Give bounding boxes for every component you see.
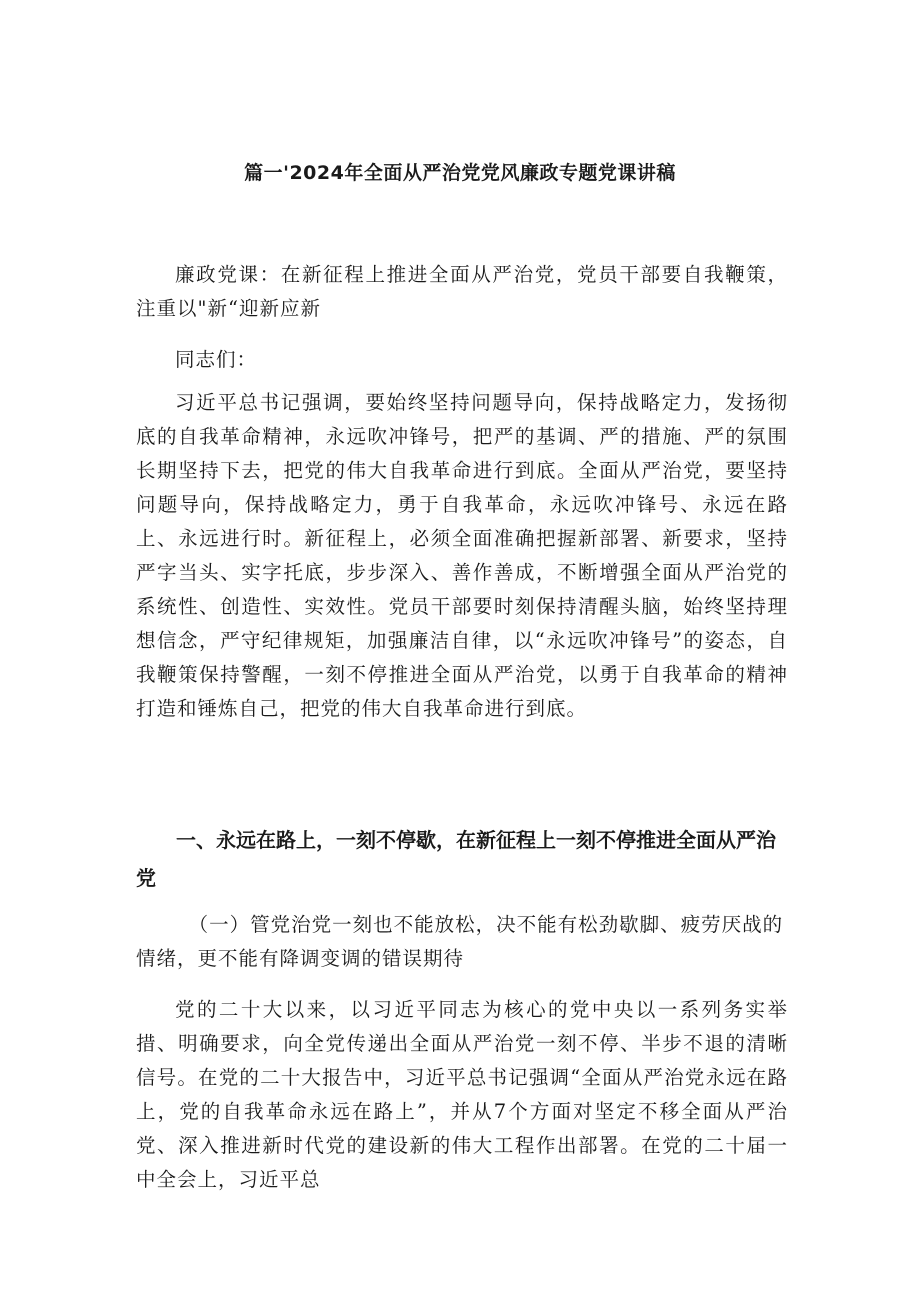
- section-heading-1: 一、永远在路上，一刻不停歇，在新征程上一刻不停推进全面从严治党: [136, 828, 776, 890]
- paragraph-intro: 习近平总书记强调，要始终坚持问题导向，保持战略定力，发扬彻底的自我革命精神，永远吹冲锋号，把严的基调、严的措施、严的氛围长期坚持下去，把党的伟大自我革命进行到底。全面从严治党，要坚持问题导向，保持战略定力，勇于自我革命，永远吹冲锋号、永远在路上、永远进行时。新征程上，必须全面准确把握新部署、新要求，坚持严字当头、实字托底，步步深入、善作善成，不断增强全面从严治党的系统性、创造性、实效性。党员干部要时刻保持清醒头脑，始终坚持理想信念，严守纪律规矩，加强廉洁自律，以“永远吹冲锋号”的姿态，自我鞭策保持警醒，一刻不停推进全面从严治党，以勇于自我革命的精神打造和锤炼自己，把党的伟大自我革命进行到底。: [136, 391, 788, 720]
- salutation: 同志们：: [175, 348, 258, 371]
- document-title: 篇一'2024年全面从严治党党风廉政专题党课讲稿: [244, 162, 676, 184]
- paragraph-body: 党的二十大以来，以习近平同志为核心的党中央以一系列务实举措、明确要求，向全党传递出全面从严治党一刻不停、半步不退的清晰信号。在党的二十大报告中，习近平总书记强调“全面从严治党永远在路上，党的自我革命永远在路上”，并从7个方面对坚定不移全面从严治党、深入推进新时代党的建设新的伟大工程作出部署。在党的二十届一中全会上，习近平总: [136, 998, 788, 1191]
- subsection-heading-1: （一）管党治党一刻也不能放松，决不能有松劲歇脚、疲劳厌战的情绪，更不能有降调变调的错误期待: [136, 913, 784, 970]
- document-subtitle: 廉政党课：在新征程上推进全面从严治党，党员干部要自我鞭策，注重以"新“迎新应新: [136, 263, 788, 320]
